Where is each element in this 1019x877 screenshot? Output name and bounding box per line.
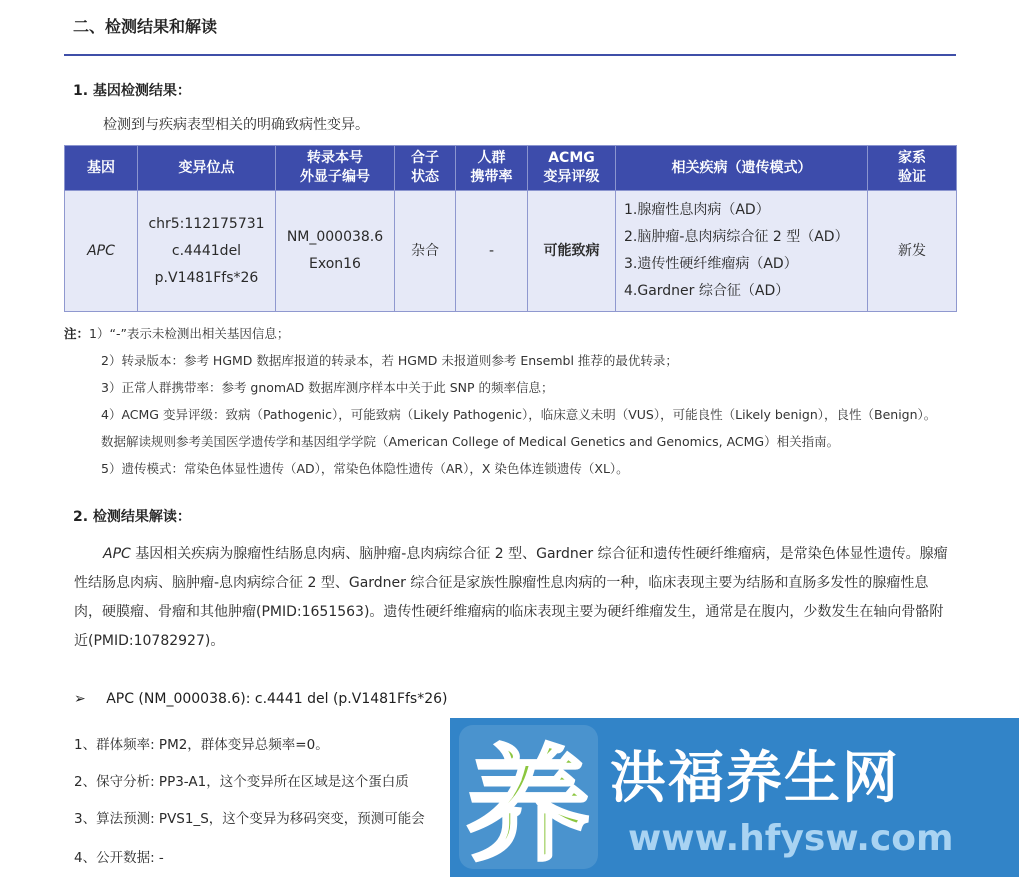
result-intro: 检测到与疾病表型相关的明确致病性变异。: [103, 117, 369, 133]
cell-acmg: 可能致病: [528, 191, 616, 312]
header-variant: 变异位点: [138, 146, 276, 191]
header-acmg: ACMG 变异评级: [528, 146, 616, 191]
evidence-item-1: 1、群体频率: PM2，群体变异总频率=0。: [74, 737, 329, 753]
note-line-6: 5）遗传模式：常染色体显性遗传（AD），常染色体隐性遗传（AR），X 染色体连锁遗传（XL）。: [101, 461, 629, 476]
section-divider: [64, 54, 956, 56]
evidence-item-2: 2、保守分析: PP3-A1，这个变异所在区域是这个蛋白质: [74, 774, 409, 790]
bullet-arrow-icon: ➢: [74, 691, 86, 707]
note-line-2: 2）转录版本：参考 HGMD 数据库报道的转录本，若 HGMD 未报道则参考 Ensembl 推荐的最优转录；: [101, 353, 678, 368]
table-header-row: [65, 146, 957, 191]
result-table: [64, 145, 957, 312]
table-row: [65, 191, 957, 312]
note-line-3: 3）正常人群携带率：参考 gnomAD 数据库测序样本中关于此 SNP 的频率信息；: [101, 380, 554, 395]
interp-gene: APC: [103, 546, 131, 562]
interp-heading: 2. 检测结果解读：: [73, 509, 191, 525]
cell-variant: chr5:112175731 c.4441del p.V1481Ffs*26: [138, 191, 276, 312]
watermark-logo-char: 养: [465, 733, 591, 872]
cell-diseases: 1.腺瘤性息肉病（AD） 2.脑肿瘤-息肉病综合征 2 型（AD） 3.遗传性硬纤维瘤病（AD） 4.Gardner 综合征（AD）: [616, 191, 868, 312]
evidence-item-3: 3、算法预测: PVS1_S，这个变异为移码突变，预测可能会: [74, 811, 425, 827]
evidence-item-4: 4、公开数据: -: [74, 850, 164, 866]
cell-transcript: NM_000038.6 Exon16: [276, 191, 395, 312]
header-transcript: 转录本号 外显子编号: [276, 146, 395, 191]
cell-gene: APC: [65, 191, 138, 312]
watermark-logo-icon: [456, 722, 601, 872]
result-heading: 1. 基因检测结果：: [73, 83, 191, 99]
watermark-title: 洪福养生网: [610, 745, 900, 811]
note-label: 注：: [64, 326, 90, 341]
note-line-4: 4）ACMG 变异评级：致病（Pathogenic），可能致病（Likely Pathogenic），临床意义未明（VUS），可能良性（Likely benign），良性（Benign）。: [101, 407, 937, 422]
cell-zygosity: 杂合: [395, 191, 456, 312]
interp-paragraph: APC 基因相关疾病为腺瘤性结肠息肉病、脑肿瘤-息肉病综合征 2 型、Gardner 综合征和遗传性硬纤维瘤病，是常染色体显性遗传。腺瘤性结肠息肉病、脑肿瘤-息肉病综合征 2 型、Gardner 综合征是家族性腺瘤性息肉病的一种，临床表现主要为结肠和直肠多发性的腺瘤性息肉，硬膜瘤、骨瘤和其他肿瘤(PMID:1651563)。遗传性硬纤维瘤病的临床表现主要为硬纤维瘤发生，通常是在腹内，少数发生在轴向骨骼附近(PMID:10782927)。: [74, 546, 948, 649]
header-zygosity: 合子 状态: [395, 146, 456, 191]
header-family: 家系 验证: [868, 146, 957, 191]
header-carrier-rate: 人群 携带率: [456, 146, 528, 191]
cell-family: 新发: [868, 191, 957, 312]
cell-carrier-rate: -: [456, 191, 528, 312]
watermark-url: www.hfysw.com: [628, 818, 954, 859]
note-line-5: 数据解读规则参考美国医学遗传学和基因组学学院（American College of Medical Genetics and Genomics, ACMG）相关指南。: [101, 434, 840, 449]
header-gene: 基因: [65, 146, 138, 191]
header-diseases: 相关疾病（遗传模式）: [616, 146, 868, 191]
note-line-1: 注：1）“-”表示未检测出相关基因信息；: [64, 326, 290, 341]
variant-bullet: ➢ APC (NM_000038.6): c.4441 del (p.V1481Ffs*26): [74, 691, 448, 707]
section-title: 二、检测结果和解读: [73, 17, 218, 36]
